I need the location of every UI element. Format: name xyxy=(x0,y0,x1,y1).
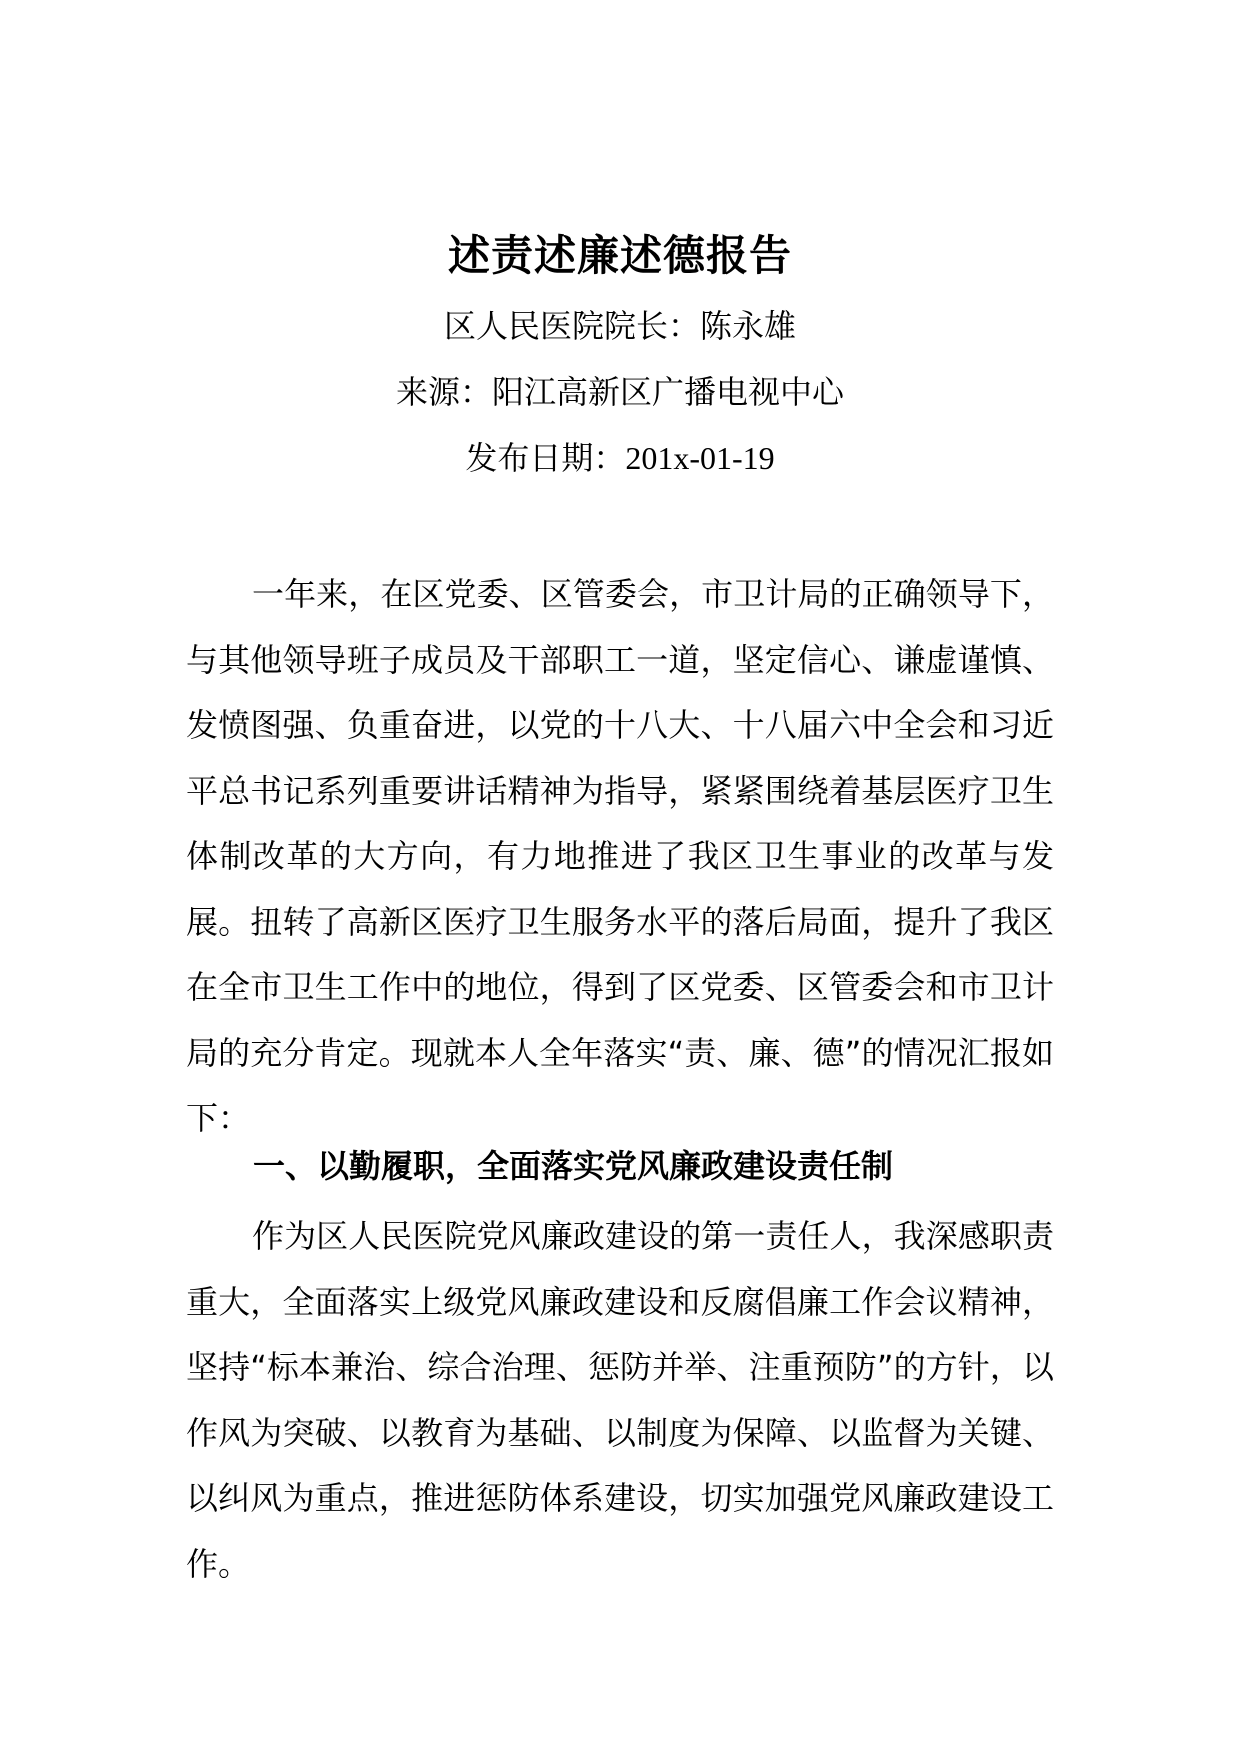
document-title: 述责述廉述德报告 xyxy=(447,231,792,280)
author-line: 区人民医院院长：陈永雄 xyxy=(443,307,796,345)
section-paragraph: 作为区人民医院党风廉政建设的第一责任人，我深感职责重大，全面落实上级党风廉政建设和反腐倡廉工作会议精神，坚持“标本兼治、综合治理、惩防并举、注重预防”的方针，以作风为突破、以教育为基础、以制度为保障、以监督为关键、以纠风为重点，推进惩防体系建设，切实加强党风廉政建设工作。 xyxy=(186,1217,1054,1583)
section-heading: 一、以勤履职，全面落实党风廉政建设责任制 xyxy=(253,1147,894,1185)
section-paragraph-block xyxy=(186,1204,1054,1597)
intro-paragraph: 一年来，在区党委、区管委会，市卫计局的正确领导下，与其他领导班子成员及干部职工一道，坚定信心、谦虚谨慎、发愤图强、负重奋进，以党的十八大、十八届六中全会和习近平总书记系列重要讲话精神为指导，紧紧围绕着基层医疗卫生体制改革的大方向，有力地推进了我区卫生事业的改革与发展。扭转了高新区医疗卫生服务水平的落后局面，提升了我区在全市卫生工作中的地位，得到了区党委、区管委会和市卫计局的充分肯定。现就本人全年落实“责、廉、德”的情况汇报如下： xyxy=(186,575,1054,1137)
publish-date-line xyxy=(0,436,1240,480)
intro-paragraph-block xyxy=(186,562,1054,1152)
publish-date-label: 发布日期： xyxy=(465,439,626,477)
publish-date-value: 201x-01-19 xyxy=(625,440,775,476)
source-line: 来源：阳江高新区广播电视中心 xyxy=(395,373,844,411)
